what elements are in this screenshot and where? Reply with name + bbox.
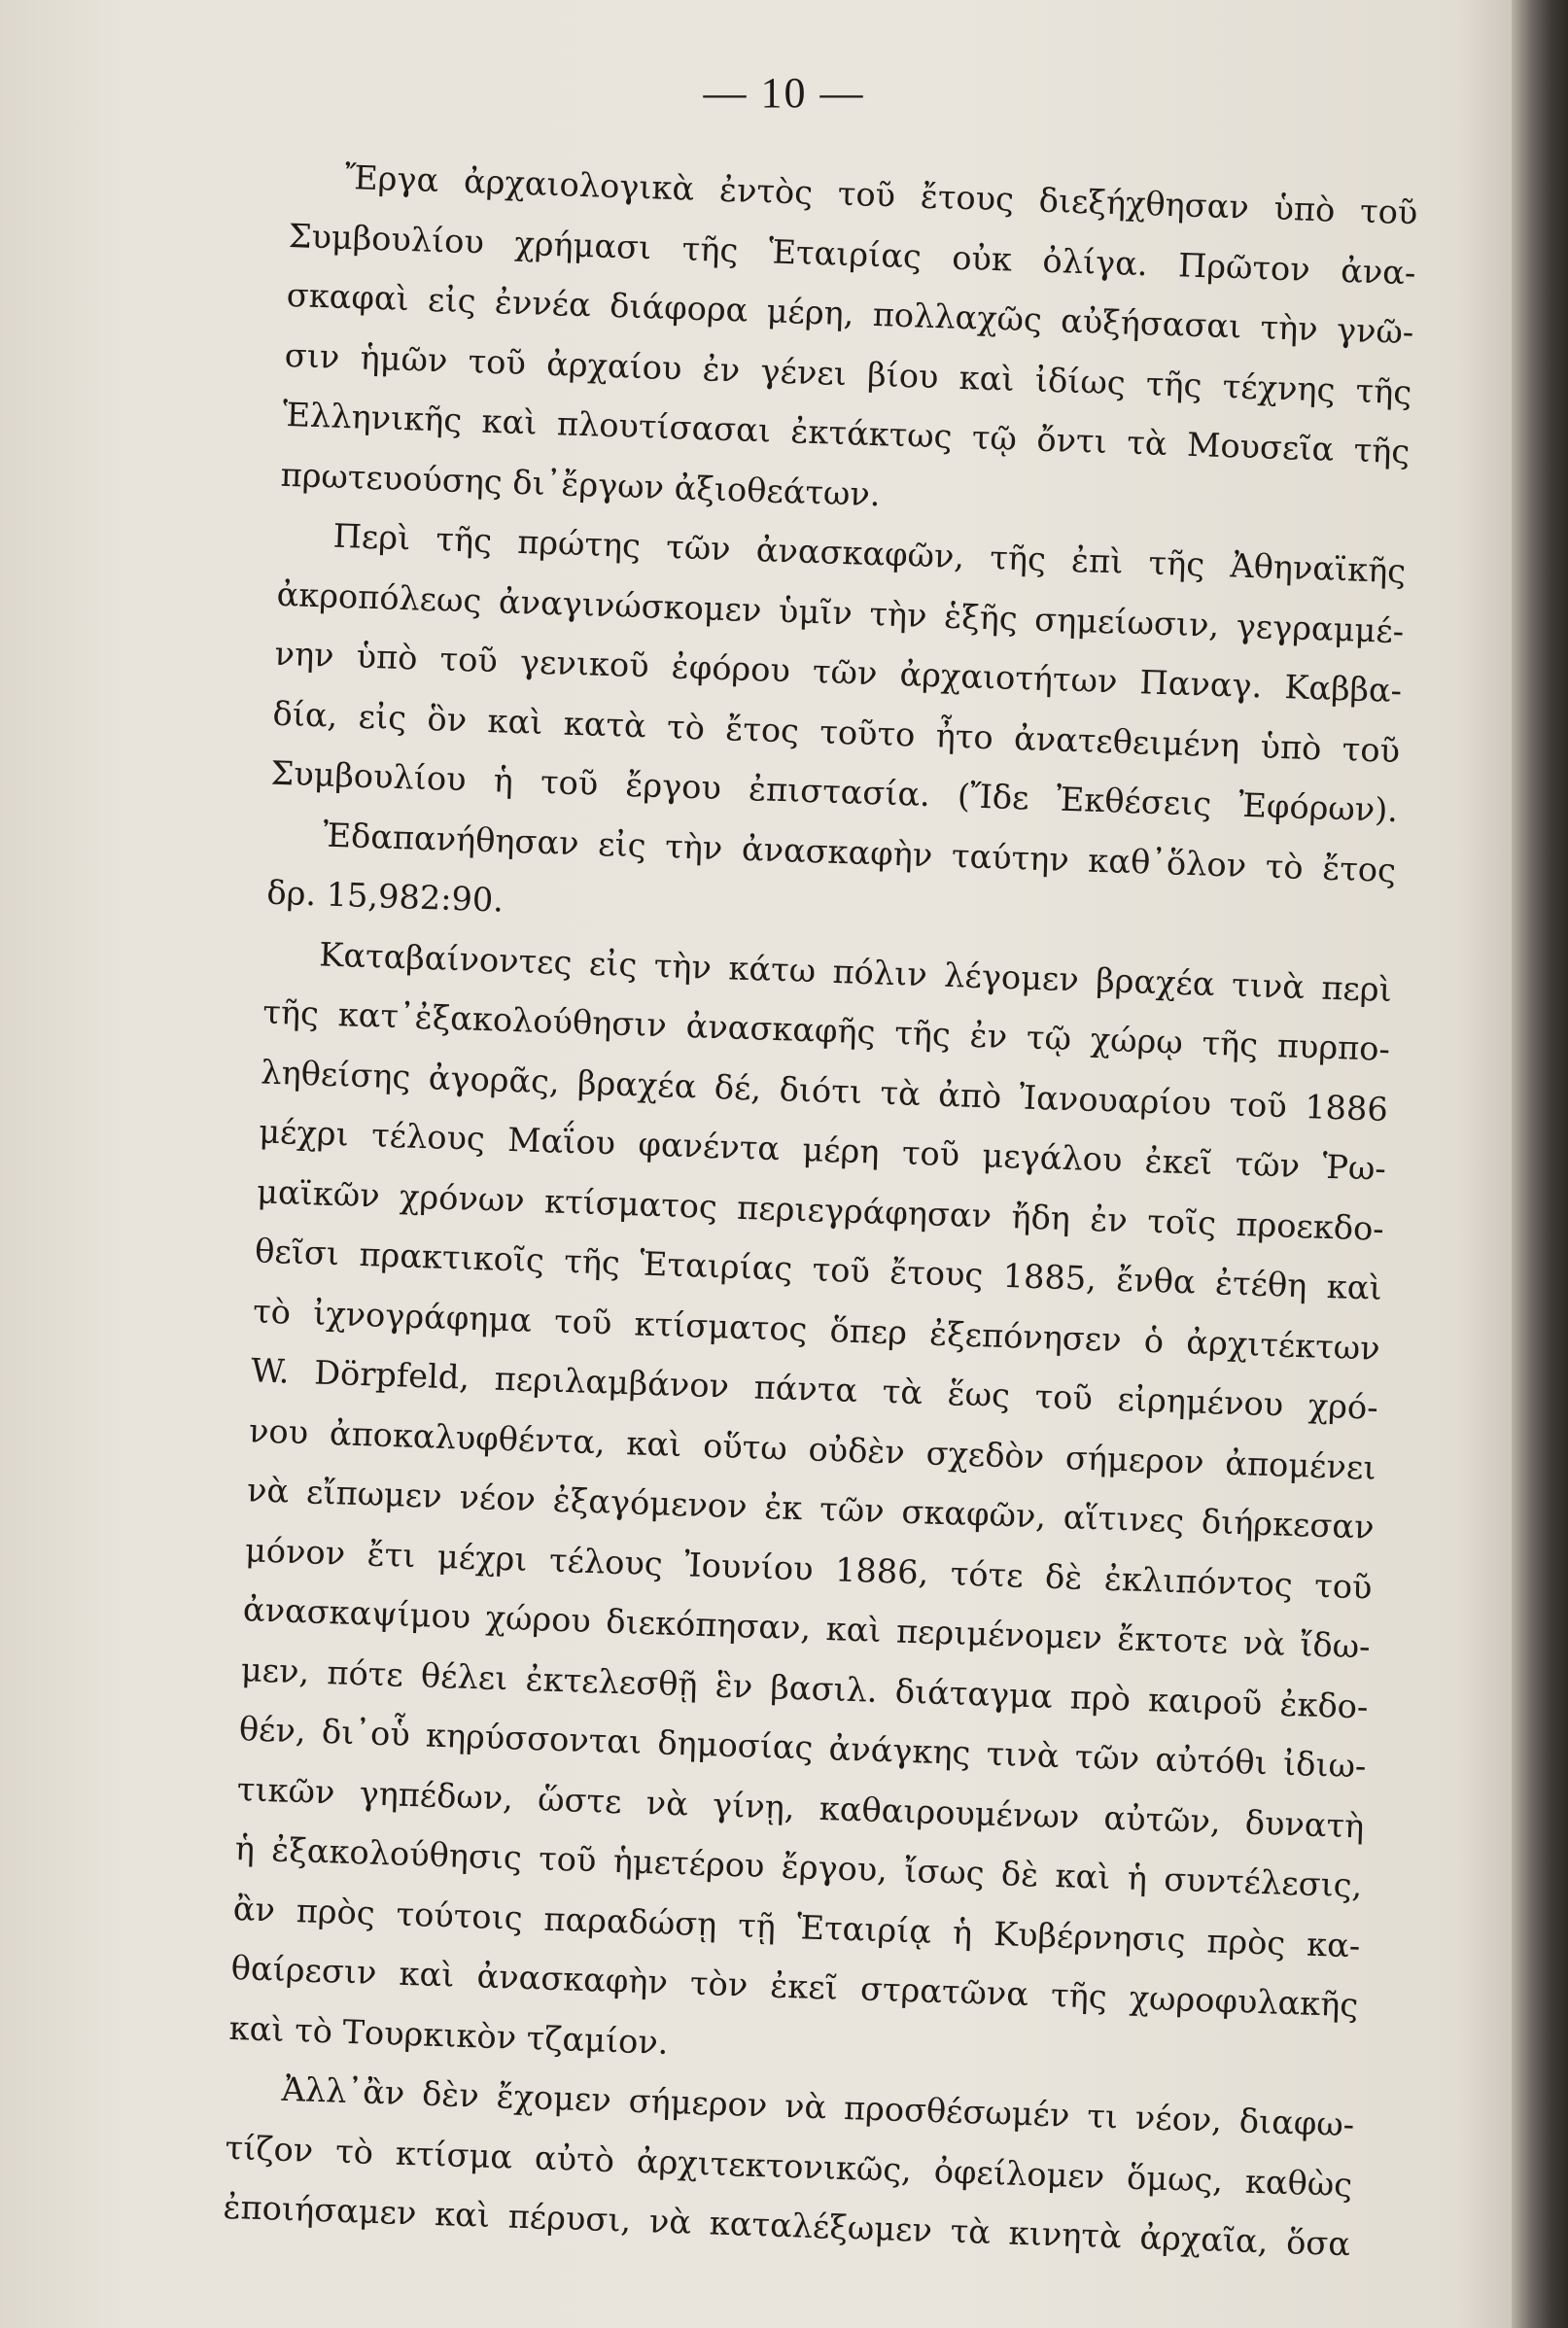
text-line: ἂν πρὸς τούτοις παραδώσῃ τῇ Ἑταιρίᾳ ἡ Κυβέρνησις πρὸς κα-	[232, 1889, 1361, 1964]
text-line: ἀνασκαψίμου χώρου διεκόπησαν, καὶ περιμένομεν ἔκτοτε νὰ ἴδω-	[242, 1590, 1372, 1666]
text-line: νου ἀποκαλυφθέντα, καὶ οὕτω οὐδὲν σχεδὸν σήμερον ἀπομένει	[248, 1410, 1377, 1487]
text-line: Συμβουλίου ἡ τοῦ ἔργου ἐπιστασία. (Ἴδε Ἐκθέσεις Ἐφόρων).	[269, 753, 1399, 830]
text-line: Ἀλλ᾽ἂν δὲν ἔχομεν σήμερον νὰ προσθέσωμέν τι νέον, διαφω-	[281, 2069, 1355, 2144]
text-line: W. Dörpfeld, περιλαμβάνον πάντα τὰ ἕως τοῦ εἰρημένου χρό-	[250, 1351, 1379, 1427]
text-line: Περὶ τῆς πρώτης τῶν ἀνασκαφῶν, τῆς ἐπὶ τῆς Ἀθηναϊκῆς	[332, 516, 1407, 591]
text-line: Ἑλληνικῆς καὶ πλουτίσασαι ἐκτάκτως τῷ ὄντι τὰ Μουσεῖα τῆς	[282, 395, 1411, 471]
text-line: σιν ἡμῶν τοῦ ἀρχαίου ἐν γένει βίου καὶ ἰδίως τῆς τέχνης τῆς	[284, 335, 1412, 411]
text-line: θαίρεσιν καὶ ἀνασκαφὴν τὸν ἐκεῖ στρατῶνα τῆς χωροφυλακῆς	[230, 1948, 1359, 2025]
text-line: μέχρι τέλους Μαΐου φανέντα μέρη τοῦ μεγάλου ἐκεῖ τῶν Ῥω-	[258, 1112, 1387, 1188]
book-binding-shadow	[1512, 0, 1568, 2328]
text-line: καὶ τὸ Τουρκικὸν τζαμίον.	[228, 2008, 670, 2062]
text-line: Ἐδαπανήθησαν εἰς τὴν ἀνασκαφὴν ταύτην καθ᾽ὅλον τὸ ἔτος	[322, 815, 1397, 889]
text-line: ἡ ἐξακολούθησις τοῦ ἡμετέρου ἔργου, ἴσως δὲ καὶ ἡ συντέλεσις,	[234, 1829, 1363, 1905]
text-line: ἐποιήσαμεν καὶ πέρυσι, νὰ καταλέξωμεν τὰ κινητὰ ἀρχαῖα, ὅσα	[223, 2187, 1351, 2264]
text-line: θέν, δι᾽οὗ κηρύσσονται δημοσίας ἀνάγκης τινὰ τῶν αὐτόθι ἰδιω-	[238, 1710, 1367, 1786]
page-number: — 10 —	[703, 69, 865, 117]
text-line: Καταβαίνοντες εἰς τὴν κάτω πόλιν λέγομεν βραχέα τινὰ περὶ	[318, 934, 1393, 1009]
text-line: πρωτευούσης δι᾽ἔργων ἀξιοθεάτων.	[280, 455, 882, 513]
text-line: μεν, πότε θέλει ἐκτελεσθῇ ἓν βασιλ. διάταγμα πρὸ καιροῦ ἐκδο-	[240, 1650, 1370, 1726]
text-line: ἀκροπόλεως ἀναγινώσκομεν ὑμῖν τὴν ἑξῆς σημείωσιν, γεγραμμέ-	[276, 574, 1405, 650]
text-line: τὸ ἰχνογράφημα τοῦ κτίσματος ὅπερ ἐξεπόνησεν ὁ ἀρχιτέκτων	[252, 1291, 1381, 1368]
body-text	[223, 146, 1419, 2275]
text-line: τικῶν γηπέδων, ὥστε νὰ γίνῃ, καθαιρουμένων αὐτῶν, δυνατὴ	[236, 1769, 1365, 1846]
text-line: νην ὑπὸ τοῦ γενικοῦ ἐφόρου τῶν ἀρχαιοτήτων Παναγ. Καββα-	[274, 634, 1403, 711]
text-line: δρ. 15,982:90.	[265, 873, 505, 920]
text-line: μόνον ἔτι μέχρι τέλους Ἰουνίου 1886, τότε δὲ ἐκλιπόντος τοῦ	[244, 1530, 1374, 1607]
text-line: δία, εἰς ὃν καὶ κατὰ τὸ ἔτος τοῦτο ἦτο ἀνατεθειμένη ὑπὸ τοῦ	[271, 694, 1401, 770]
text-line: νὰ εἴπωμεν νέον ἐξαγόμενον ἐκ τῶν σκαφῶν, αἵτινες διήρκεσαν	[246, 1471, 1376, 1546]
text-line: σκαφαὶ εἰς ἐννέα διάφορα μέρη, πολλαχῶς αὐξήσασαι τὴν γνῶ-	[286, 275, 1414, 352]
text-line: τίζον τὸ κτίσμα αὐτὸ ἀρχιτεκτονικῶς, ὀφείλομεν ὅμως, καθὼς	[225, 2128, 1353, 2204]
text-line: τῆς κατ᾽ἐξακολούθησιν ἀνασκαφῆς τῆς ἐν τῷ χώρῳ τῆς πυρπο-	[261, 992, 1391, 1068]
text-line: θεῖσι πρακτικοῖς τῆς Ἑταιρίας τοῦ ἔτους 1885, ἔνθα ἐτέθη καὶ	[254, 1232, 1383, 1307]
text-line: Ἔργα ἀρχαιολογικὰ ἐντὸς τοῦ ἔτους διεξήχθησαν ὑπὸ τοῦ	[344, 157, 1418, 232]
text-line: ληθείσης ἀγορᾶς, βραχέα δέ, διότι τὰ ἀπὸ Ἰανουαρίου τοῦ 1886	[260, 1052, 1389, 1129]
text-line: μαϊκῶν χρόνων κτίσματος περιεγράφησαν ἤδη ἐν τοῖς προεκδο-	[256, 1171, 1385, 1248]
text-line: Συμβουλίου χρήμασι τῆς Ἑταιρίας οὐκ ὀλίγα. Πρῶτον ἀνα-	[288, 216, 1416, 292]
